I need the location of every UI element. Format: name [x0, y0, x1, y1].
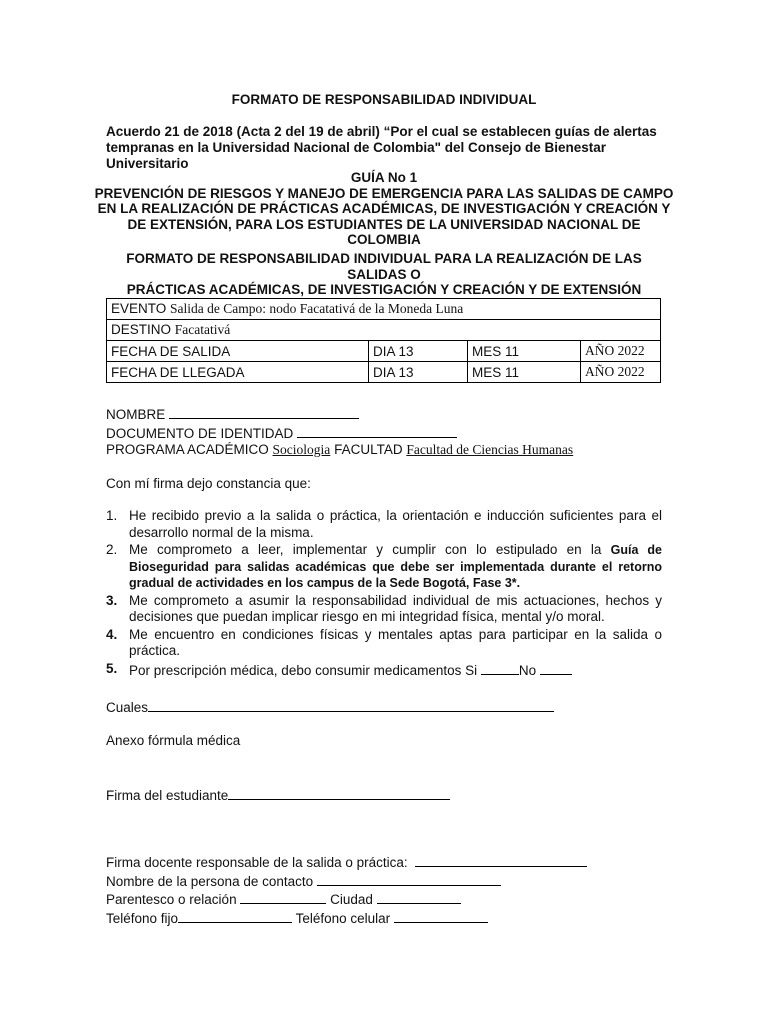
list-item: [106, 542, 662, 592]
nombre-blank[interactable]: [169, 405, 359, 419]
salida-mes: MES 11: [468, 341, 581, 362]
programa-row: [106, 442, 666, 459]
salida-label: FECHA DE SALIDA: [107, 341, 369, 362]
item-text: Por prescripción médica, debo consumir medicamentos Si: [129, 662, 478, 678]
guia-line-3: DE EXTENSIÓN, PARA LOS ESTUDIANTES DE LA UNIVERSIDAD NACIONAL DE COLOMBIA: [127, 216, 641, 247]
acuerdo-line-1: Acuerdo 21 de 2018 (Acta 2 del 19 de abril) “Por el cual se establecen guías de alertas: [106, 124, 657, 139]
firma-estudiante-row: [106, 786, 450, 803]
item-number: 5.: [106, 660, 118, 676]
list-item: [106, 593, 662, 626]
formato-line-2: PRÁCTICAS ACADÉMICAS, DE INVESTIGACIÓN Y CREACIÓN Y DE EXTENSIÓN: [126, 282, 642, 297]
item-number: 4.: [106, 626, 118, 642]
evento-value: Salida de Campo: nodo Facatativá de la Moneda Luna: [170, 301, 464, 316]
programa-value: Sociologia: [272, 442, 331, 457]
llegada-dia: DIA 13: [369, 362, 468, 383]
tel-fijo-blank[interactable]: [178, 909, 292, 923]
firma-estudiante-blank[interactable]: [228, 786, 450, 800]
item-text: He recibido previo a la salida o práctica, la orientación e inducción suficientes para el desarrollo normal de la misma.: [129, 508, 662, 540]
list-item: [106, 661, 662, 680]
llegada-label: FECHA DE LLEGADA: [107, 362, 369, 383]
llegada-mes: MES 11: [468, 362, 581, 383]
document-title: FORMATO DE RESPONSABILIDAD INDIVIDUAL: [231, 92, 537, 107]
table-row: [107, 341, 661, 362]
firma-docente-row: [106, 853, 587, 872]
llegada-ano: AÑO 2022: [581, 362, 661, 383]
formato-heading: [95, 251, 673, 298]
no-blank[interactable]: [540, 661, 572, 675]
programa-label: PROGRAMA ACADÉMICO: [106, 442, 269, 457]
contacto-blank[interactable]: [317, 872, 501, 886]
documento-blank[interactable]: [297, 424, 457, 438]
parentesco-label: Parentesco o relación: [106, 892, 237, 907]
ciudad-label: Ciudad: [330, 892, 373, 907]
guia-line-1: PREVENCIÓN DE RIESGOS Y MANEJO DE EMERGENCIA PARA LAS SALIDAS DE CAMPO: [94, 185, 674, 201]
firma-docente-label: Firma docente responsable de la salida o práctica:: [106, 855, 408, 870]
contacto-label: Nombre de la persona de contacto: [106, 873, 314, 889]
documento-row: [106, 424, 666, 443]
nombre-label: NOMBRE: [106, 407, 166, 422]
guia-line-2: EN LA REALIZACIÓN DE PRÁCTICAS ACADÉMICAS, DE INVESTIGACIÓN Y CREACIÓN Y: [97, 201, 671, 216]
student-fields: [106, 405, 666, 459]
tel-fijo-label: Teléfono fijo: [106, 910, 179, 926]
facultad-value: Facultad de Ciencias Humanas: [406, 442, 574, 457]
evento-cell: [107, 299, 661, 320]
guia-number: GUÍA No 1: [350, 170, 418, 185]
firma-estudiante-label: Firma del estudiante: [106, 788, 229, 803]
item-number: 2.: [106, 542, 118, 557]
nombre-row: [106, 405, 666, 424]
contact-block: [106, 853, 587, 927]
item-number: 3.: [106, 592, 118, 608]
facultad-label: FACULTAD: [334, 442, 403, 457]
evento-label: EVENTO: [111, 301, 167, 316]
parentesco-row: [106, 890, 587, 909]
parentesco-blank[interactable]: [240, 890, 326, 904]
ciudad-blank[interactable]: [377, 890, 461, 904]
firma-docente-blank[interactable]: [415, 853, 587, 867]
cuales-label: Cuales: [106, 700, 149, 715]
event-table: [106, 298, 661, 383]
salida-ano: AÑO 2022: [581, 341, 661, 362]
cuales-row: [106, 698, 554, 715]
list-item: [106, 508, 662, 541]
table-row: [107, 320, 661, 341]
table-row: [107, 362, 661, 383]
tel-celular-label: Teléfono celular: [295, 910, 391, 926]
tel-celular-blank[interactable]: [394, 909, 488, 923]
item-text: Me comprometo a leer, implementar y cumplir con lo estipulado en la: [129, 542, 602, 557]
contacto-row: [106, 872, 587, 891]
guia-heading: [90, 170, 678, 248]
guia-bioseguridad-text: Guía de Bioseguridad para salidas académicas que debe ser implementada durante el retorno gradual de actividades en los campus de la Sede Bogotá, Fase 3*.: [129, 543, 662, 590]
destino-value: Facatativá: [174, 322, 231, 337]
formato-line-1: FORMATO DE RESPONSABILIDAD INDIVIDUAL PARA LA REALIZACIÓN DE LAS SALIDAS O: [126, 251, 642, 282]
destino-label: DESTINO: [111, 322, 172, 337]
no-label: No: [518, 662, 537, 678]
list-item: [106, 627, 662, 660]
item-text: Me encuentro en condiciones físicas y mentales aptas para participar en la salida o práctica.: [129, 626, 662, 658]
acuerdo-paragraph: [106, 124, 666, 172]
telefono-row: [106, 909, 587, 928]
anexo-text: Anexo fórmula médica: [106, 733, 241, 748]
si-blank[interactable]: [481, 661, 519, 675]
destino-cell: [107, 320, 661, 341]
salida-dia: DIA 13: [369, 341, 468, 362]
constancia-text: Con mí firma dejo constancia que:: [106, 476, 311, 491]
table-row: [107, 299, 661, 320]
acuerdo-line-2: tempranas en la Universidad Nacional de Colombia" del Consejo de Bienestar Universitario: [106, 140, 607, 171]
item-number: 1.: [106, 508, 118, 523]
documento-label: DOCUMENTO DE IDENTIDAD: [106, 425, 294, 441]
commitments-list: [106, 508, 662, 680]
item-text: Me comprometo a asumir la responsabilidad individual de mis actuaciones, hechos y decisiones que puedan implicar riesgo en mi integridad física, mental y/o moral.: [129, 592, 662, 624]
cuales-blank[interactable]: [148, 698, 554, 712]
